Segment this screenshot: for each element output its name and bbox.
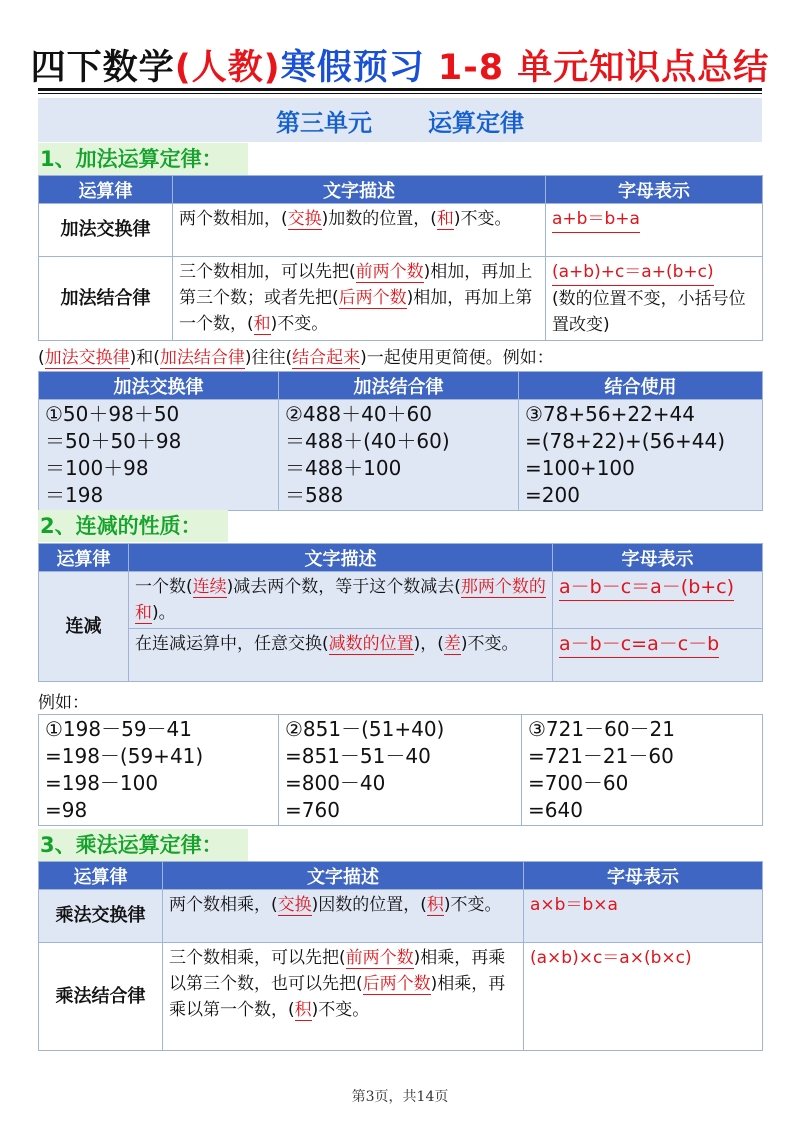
table-row <box>39 400 763 511</box>
law-formula: a+b＝b+a <box>546 204 763 257</box>
law-description: 三个数相乘，可以先把(前两个数)相乘，再乘以第三个数，也可以先把(后两个数)相乘，再乘以第一个数，(积)不变。 <box>163 943 524 1051</box>
header-law: 运算律 <box>39 862 163 890</box>
table-header <box>39 862 763 890</box>
header-desc: 文字描述 <box>129 544 553 572</box>
law-description: 三个数相加，可以先把(前两个数)相加，再加上第三个数；或者先把(后两个数)相加，再加上第一个数，(和)不变。 <box>173 257 546 341</box>
title-rule <box>38 88 762 91</box>
table-header <box>39 176 763 204</box>
law-formula: a－b－c＝a－(b+c) <box>553 572 763 629</box>
law-description: 两个数相乘，(交换)因数的位置，(积)不变。 <box>163 890 524 943</box>
page-title <box>0 40 800 90</box>
subtraction-examples-table <box>38 714 763 826</box>
note-line: (加法交换律)和(加法结合律)往往(结合起来)一起使用更简便。例如： <box>38 348 554 368</box>
law-formula: (a×b)×c＝a×(b×c) <box>524 943 763 1051</box>
section-heading: 2、连减的性质： <box>38 510 228 542</box>
title-part: 四下数学 <box>30 48 175 88</box>
table-row <box>39 943 763 1051</box>
title-part: 寒假预习 <box>280 48 425 88</box>
page-number: 第3页，共14页 <box>351 1089 449 1105</box>
law-name: 乘法结合律 <box>39 943 163 1051</box>
table-row <box>39 629 763 682</box>
header-law: 运算律 <box>39 176 173 204</box>
example-cell: ③721－60－21 =721－21－60 =700－60 =640 <box>522 715 763 826</box>
title-part: 1-8 单元知识点总结 <box>424 48 770 88</box>
header-letters: 字母表示 <box>546 176 763 204</box>
title-part: (人教) <box>174 48 281 88</box>
table-row <box>39 715 763 826</box>
example-cell: ①198－59－41 =198－(59+41) =198－100 =98 <box>39 715 279 826</box>
header-letters: 字母表示 <box>553 544 763 572</box>
law-description: 一个数(连续)减去两个数，等于这个数减去(那两个数的和)。 <box>129 572 553 629</box>
table-row <box>39 890 763 943</box>
table-header <box>39 372 763 400</box>
law-description: 两个数相加，(交换)加数的位置，(和)不变。 <box>173 204 546 257</box>
table-row <box>39 257 763 341</box>
table-row <box>39 204 763 257</box>
multiplication-laws-table <box>38 861 763 1051</box>
example-header: 加法交换律 <box>39 372 279 400</box>
law-name: 连减 <box>39 572 129 682</box>
example-cell: ②488＋40＋60 ＝488＋(40＋60) ＝488＋100 ＝588 <box>279 400 519 511</box>
law-name: 加法交换律 <box>39 204 173 257</box>
section-heading: 1、加法运算定律： <box>38 143 248 175</box>
subtraction-table <box>38 543 763 682</box>
title-rule <box>38 93 762 94</box>
unit-label: 第三单元 <box>276 108 372 137</box>
table-row <box>39 572 763 629</box>
example-cell: ③78+56+22+44 =(78+22)+(56+44) =100+100 =200 <box>519 400 763 511</box>
law-name: 加法结合律 <box>39 257 173 341</box>
unit-banner <box>38 98 762 142</box>
law-formula: (a+b)+c＝a+(b+c) (数的位置不变，小括号位置改变) <box>546 257 763 341</box>
law-formula: a×b＝b×a <box>524 890 763 943</box>
law-name: 乘法交换律 <box>39 890 163 943</box>
law-formula: a－b－c=a－c－b <box>553 629 763 682</box>
header-desc: 文字描述 <box>163 862 524 890</box>
example-header: 结合使用 <box>519 372 763 400</box>
example-header: 加法结合律 <box>279 372 519 400</box>
note-line: 例如： <box>38 693 89 713</box>
header-law: 运算律 <box>39 544 129 572</box>
addition-examples-table <box>38 371 763 511</box>
header-desc: 文字描述 <box>173 176 546 204</box>
section-heading: 3、乘法运算定律： <box>38 829 248 861</box>
law-description: 在连减运算中，任意交换(减数的位置)，(差)不变。 <box>129 629 553 682</box>
addition-laws-table <box>38 175 763 341</box>
example-cell: ①50＋98＋50 ＝50＋50＋98 ＝100＋98 ＝198 <box>39 400 279 511</box>
example-cell: ②851－(51+40) =851－51－40 =800－40 =760 <box>279 715 522 826</box>
table-header <box>39 544 763 572</box>
unit-name: 运算定律 <box>428 108 524 137</box>
header-letters: 字母表示 <box>524 862 763 890</box>
